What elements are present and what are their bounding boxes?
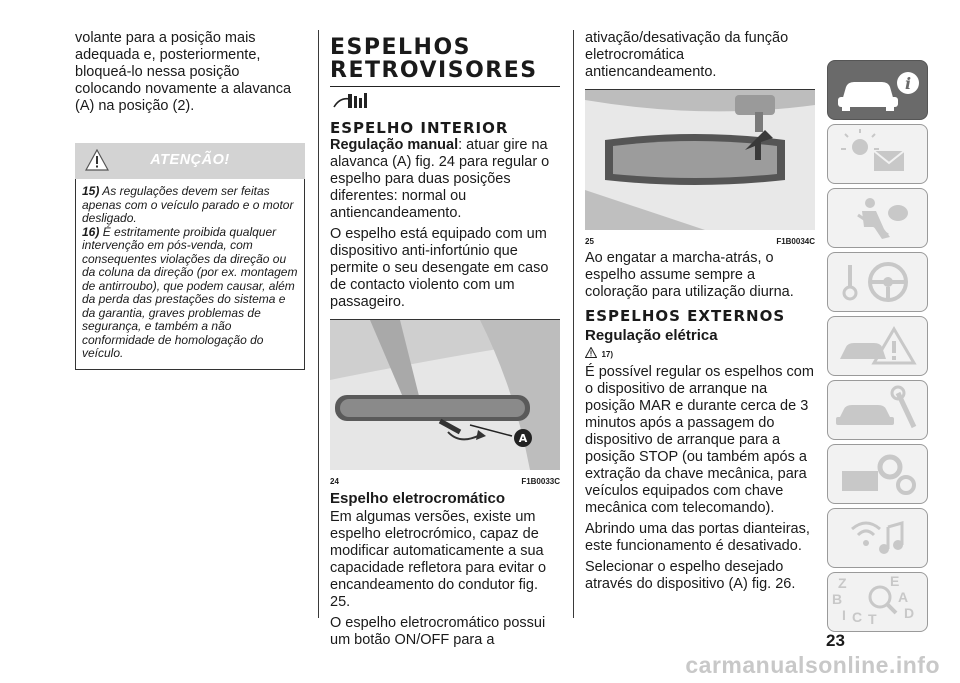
- mirror-symbol-icon: [330, 91, 370, 113]
- column-1: [75, 30, 305, 370]
- figure-code: F1B0034C: [776, 237, 815, 246]
- column-divider: [573, 30, 574, 618]
- tab-multimedia[interactable]: [827, 508, 928, 568]
- chapter-tabs: [827, 60, 928, 636]
- index-letter: B: [832, 591, 843, 607]
- emergency-icon: [828, 317, 927, 375]
- tab-index[interactable]: [827, 572, 928, 632]
- electric-adjust-heading: Regulação elétrica: [585, 327, 718, 344]
- watermark: carmanualsonline.info: [685, 652, 940, 678]
- column-3: [585, 30, 815, 597]
- warning-header: [75, 143, 305, 179]
- figure-caption: [330, 477, 560, 486]
- warning-triangle-icon: [585, 347, 597, 358]
- warning-item: [82, 226, 298, 361]
- warning-item-text: É estritamente proibida qualquer intervenção em pós-venda, com consequentes violações da direção ou da coluna da direção (por ex. montagem de antirroubo), que podem causar, além da perda das prestações do sistema e da garantia, graves problemas de segurança, e também a não conformidade de homologação do veículo.: [82, 224, 298, 360]
- tab-technical-data[interactable]: [827, 444, 928, 504]
- manual-label: Regulação manual: [330, 137, 459, 153]
- warning-ref-number: 17): [601, 350, 614, 359]
- manual-paragraph: [330, 137, 560, 222]
- figure-24: [330, 319, 560, 486]
- index-letter: T: [868, 611, 877, 627]
- warning-item-text: As regulações devem ser feitas apenas com o veículo parado e o motor desligado.: [82, 184, 294, 225]
- tab-safety[interactable]: [827, 188, 928, 248]
- warning-reference: [585, 344, 815, 362]
- column-2: [330, 30, 560, 653]
- tab-emergency[interactable]: [827, 316, 928, 376]
- column-divider: [318, 30, 319, 618]
- select-mirror-paragraph: Selecionar o espelho desejado através do dispositivo (A) fig. 26.: [585, 559, 796, 592]
- warning-item-number: 16): [82, 224, 100, 239]
- external-mirrors-heading: ESPELHOS EXTERNOS: [585, 307, 786, 325]
- figure-number: 25: [585, 237, 594, 246]
- tab-lights-messages[interactable]: [827, 124, 928, 184]
- activation-paragraph: ativação/desativação da função eletrocromática antiencandeamento.: [585, 30, 789, 80]
- lights-envelope-icon: [828, 125, 927, 183]
- index-letter: C: [852, 609, 863, 625]
- warning-body: [75, 179, 305, 370]
- warning-title: ATENÇÃO!: [150, 152, 230, 168]
- warning-item-number: 15): [82, 184, 100, 198]
- section-heading: ESPELHOS RETROVISORES: [330, 36, 560, 87]
- index-letter: A: [898, 589, 909, 605]
- page-number: 23: [826, 631, 845, 650]
- figure-caption: [585, 237, 815, 246]
- tab-dashboard-info[interactable]: [827, 60, 928, 120]
- svg-text:i: i: [904, 74, 912, 93]
- manual-text: : atuar gire na alavanca (A) fig. 24 para regular o espelho para duas posições diferentes: normal ou antiencandeamento.: [330, 137, 550, 221]
- interior-mirror-illustration: [330, 320, 560, 470]
- index-letter: D: [904, 605, 915, 621]
- intro-paragraph: volante para a posição mais adequada e, posteriormente, bloqueá-lo nessa posição colocando novamente a alavanca (A) na posição (2).: [75, 30, 292, 114]
- index-letter: Z: [838, 575, 847, 591]
- anti-injury-paragraph: O espelho está equipado com um dispositivo anti-infortúnio que permite o seu desengate em caso de contacto violento com um passageiro.: [330, 226, 549, 310]
- figure-callout-a: A: [518, 432, 528, 445]
- tab-starting-driving[interactable]: [827, 252, 928, 312]
- door-open-paragraph: Abrindo uma das portas dianteiras, este funcionamento é desativado.: [585, 521, 810, 554]
- electrochromic-mirror-illustration: [585, 90, 815, 230]
- figure-number: 24: [330, 477, 339, 486]
- figure-25: [585, 89, 815, 246]
- car-info-icon: [828, 61, 927, 119]
- airbag-seat-icon: [828, 189, 927, 247]
- reverse-gear-paragraph: Ao engatar a marcha-atrás, o espelho assume sempre a coloração para utilização diurna.: [585, 250, 794, 300]
- warning-item: [82, 185, 298, 226]
- multimedia-icon: [828, 509, 927, 567]
- tab-maintenance[interactable]: [827, 380, 928, 440]
- index-letter: E: [890, 573, 900, 589]
- electric-adjust-paragraph: É possível regular os espelhos com o dispositivo de arranque na posição MAR e durante cerca de 3 minutos após a passagem do dispositivo de arranque para a posição STOP (ou também após a extração da chave mecânica, para veículos equipados com chave mecânica com telecomando).: [585, 364, 814, 516]
- index-letter: I: [842, 607, 846, 623]
- onoff-paragraph: O espelho eletrocromático possui um botão ON/OFF para a: [330, 615, 546, 648]
- electrochromic-paragraph: Em algumas versões, existe um espelho eletrocrómico, capaz de modificar automaticamente a sua capacidade refletora para evitar o encandeamento do condutor fig. 25.: [330, 509, 547, 610]
- electrochromic-heading: Espelho eletrocromático: [330, 490, 506, 507]
- subsection-heading: ESPELHO INTERIOR: [330, 119, 509, 137]
- steering-key-icon: [828, 253, 927, 311]
- car-wrench-icon: [828, 381, 927, 439]
- gears-icon: [828, 445, 927, 503]
- figure-code: F1B0033C: [521, 477, 560, 486]
